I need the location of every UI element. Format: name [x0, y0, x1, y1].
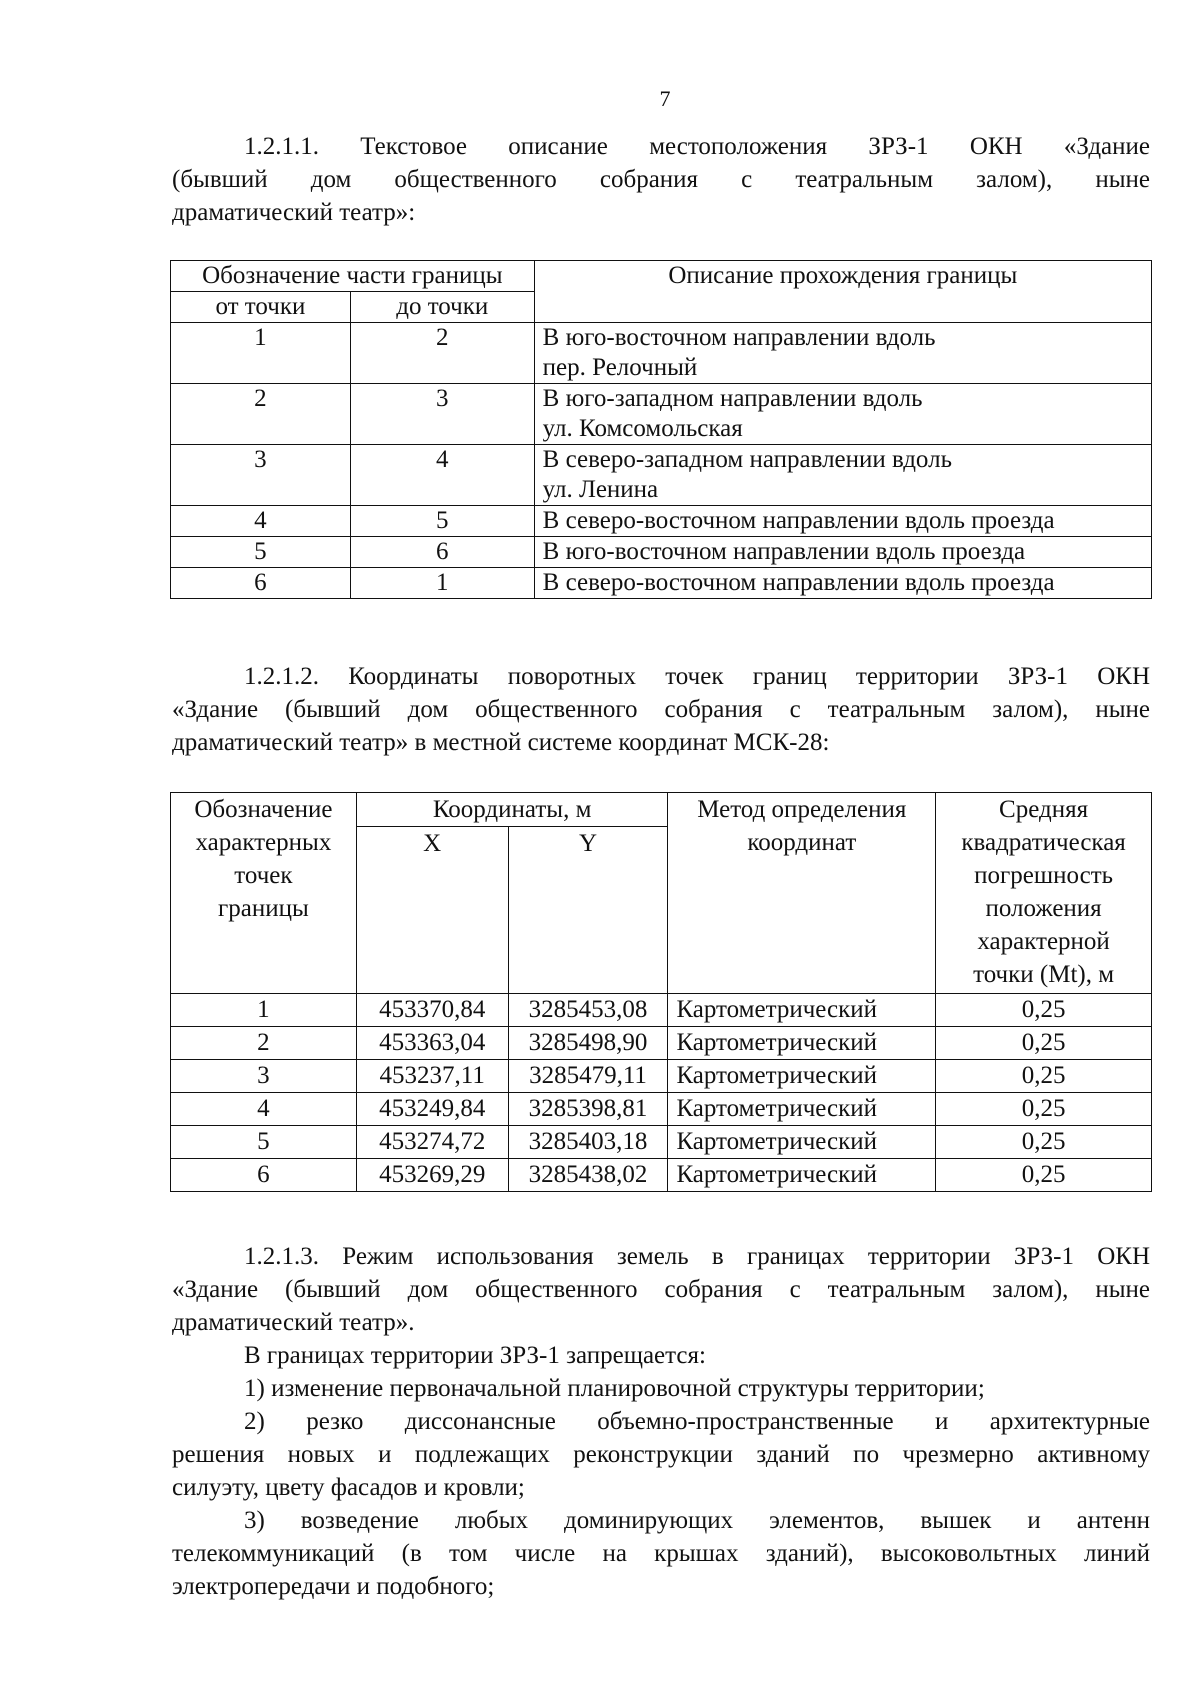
table2-point-cell: 3: [171, 1060, 357, 1093]
table2-y-cell: 3285438,02: [508, 1159, 668, 1192]
table2-header-error: Средняя квадратическая погрешность положения характерной точки (Mt), м: [936, 793, 1152, 994]
prohibited-item-3-line-2: телекоммуникаций (в том числе на крышах зданий), высоковольтных линий: [172, 1540, 1150, 1567]
table1-header-row: [171, 261, 1152, 292]
table-row: [171, 445, 1152, 506]
prohibited-intro: В границах территории ЗРЗ-1 запрещается:: [244, 1342, 706, 1369]
section-3-line-3: драматический театр».: [172, 1309, 415, 1336]
table1-header-to: до точки: [350, 292, 534, 323]
section-1-line-3: драматический театр»:: [172, 199, 416, 226]
section-2-line-3: драматический театр» в местной системе координат МСК-28:: [172, 729, 830, 756]
table-row: [171, 384, 1152, 445]
table-row: [171, 506, 1152, 537]
table2-header-points: Обозначение характерных точек границы: [171, 793, 357, 994]
table2-error-cell: 0,25: [936, 1159, 1152, 1192]
table1-from-cell: 3: [171, 445, 351, 506]
table1-from-cell: 4: [171, 506, 351, 537]
table-row: [171, 568, 1152, 599]
table1-desc-cell: В юго-восточном направлении вдоль пер. Релочный: [534, 323, 1151, 384]
table2-header-y: Y: [508, 827, 668, 994]
table-row: [171, 1060, 1152, 1093]
table2-method-cell: Картометрический: [668, 1060, 936, 1093]
table2-point-cell: 2: [171, 1027, 357, 1060]
table2-error-cell: 0,25: [936, 1027, 1152, 1060]
prohibited-item-2-line-3: силуэту, цвету фасадов и кровли;: [172, 1474, 525, 1501]
table2-y-cell: 3285479,11: [508, 1060, 668, 1093]
boundary-description-table: [170, 260, 1152, 599]
table1-from-cell: 2: [171, 384, 351, 445]
table1-from-cell: 1: [171, 323, 351, 384]
table2-point-cell: 4: [171, 1093, 357, 1126]
table1-header-group: Обозначение части границы: [171, 261, 535, 292]
table1-desc-cell: В северо-западном направлении вдоль ул. Ленина: [534, 445, 1151, 506]
table2-error-cell: 0,25: [936, 1093, 1152, 1126]
prohibited-item-1: 1) изменение первоначальной планировочной структуры территории;: [244, 1375, 985, 1402]
table1-to-cell: 2: [350, 323, 534, 384]
table2-x-cell: 453363,04: [356, 1027, 508, 1060]
table1-to-cell: 4: [350, 445, 534, 506]
section-3-line-1: 1.2.1.3. Режим использования земель в границах территории ЗРЗ-1 ОКН: [244, 1243, 1150, 1270]
table2-point-cell: 6: [171, 1159, 357, 1192]
table2-x-cell: 453274,72: [356, 1126, 508, 1159]
table2-x-cell: 453370,84: [356, 994, 508, 1027]
table2-header-coords: Координаты, м: [356, 793, 668, 827]
table1-desc-cell: В юго-восточном направлении вдоль проезда: [534, 537, 1151, 568]
prohibited-item-2-line-1: 2) резко диссонансные объемно-пространственные и архитектурные: [244, 1408, 1150, 1435]
table2-method-cell: Картометрический: [668, 1027, 936, 1060]
table-row: [171, 994, 1152, 1027]
table1-from-cell: 6: [171, 568, 351, 599]
table2-x-cell: 453237,11: [356, 1060, 508, 1093]
prohibited-item-2-line-2: решения новых и подлежащих реконструкции зданий по чрезмерно активному: [172, 1441, 1150, 1468]
coordinates-table: [170, 792, 1152, 1192]
table2-method-cell: Картометрический: [668, 1126, 936, 1159]
table2-error-cell: 0,25: [936, 1060, 1152, 1093]
table2-header-row: [171, 793, 1152, 827]
table1-to-cell: 3: [350, 384, 534, 445]
table1-header-desc: Описание прохождения границы: [534, 261, 1151, 323]
table1-header-from: от точки: [171, 292, 351, 323]
table2-point-cell: 5: [171, 1126, 357, 1159]
table1-to-cell: 6: [350, 537, 534, 568]
page-number: 7: [659, 86, 671, 111]
table1-to-cell: 5: [350, 506, 534, 537]
prohibited-item-3-line-3: электропередачи и подобного;: [172, 1573, 495, 1600]
section-3-line-2: «Здание (бывший дом общественного собрания с театральным залом), ныне: [172, 1276, 1150, 1303]
table2-point-cell: 1: [171, 994, 357, 1027]
table-row: [171, 537, 1152, 568]
table2-error-cell: 0,25: [936, 1126, 1152, 1159]
table2-method-cell: Картометрический: [668, 1159, 936, 1192]
table-row: [171, 1027, 1152, 1060]
table2-method-cell: Картометрический: [668, 994, 936, 1027]
table-row: [171, 1159, 1152, 1192]
table1-from-cell: 5: [171, 537, 351, 568]
table1-desc-cell: В юго-западном направлении вдоль ул. Комсомольская: [534, 384, 1151, 445]
table2-y-cell: 3285453,08: [508, 994, 668, 1027]
table2-x-cell: 453249,84: [356, 1093, 508, 1126]
prohibited-item-3-line-1: 3) возведение любых доминирующих элементов, вышек и антенн: [244, 1507, 1150, 1534]
table2-error-cell: 0,25: [936, 994, 1152, 1027]
section-2-line-2: «Здание (бывший дом общественного собрания с театральным залом), ныне: [172, 696, 1150, 723]
table2-y-cell: 3285498,90: [508, 1027, 668, 1060]
table2-method-cell: Картометрический: [668, 1093, 936, 1126]
table2-header-x: X: [356, 827, 508, 994]
table1-desc-cell: В северо-восточном направлении вдоль проезда: [534, 568, 1151, 599]
table2-header-method: Метод определения координат: [668, 793, 936, 994]
section-1-line-2: (бывший дом общественного собрания с театральным залом), ныне: [172, 166, 1150, 193]
table-row: [171, 1093, 1152, 1126]
table-row: [171, 1126, 1152, 1159]
section-1-line-1: 1.2.1.1. Текстовое описание местоположения ЗРЗ-1 ОКН «Здание: [244, 133, 1150, 160]
table2-y-cell: 3285403,18: [508, 1126, 668, 1159]
table2-y-cell: 3285398,81: [508, 1093, 668, 1126]
section-2-line-1: 1.2.1.2. Координаты поворотных точек границ территории ЗРЗ-1 ОКН: [244, 663, 1150, 690]
table-row: [171, 323, 1152, 384]
table2-x-cell: 453269,29: [356, 1159, 508, 1192]
table1-to-cell: 1: [350, 568, 534, 599]
table1-desc-cell: В северо-восточном направлении вдоль проезда: [534, 506, 1151, 537]
